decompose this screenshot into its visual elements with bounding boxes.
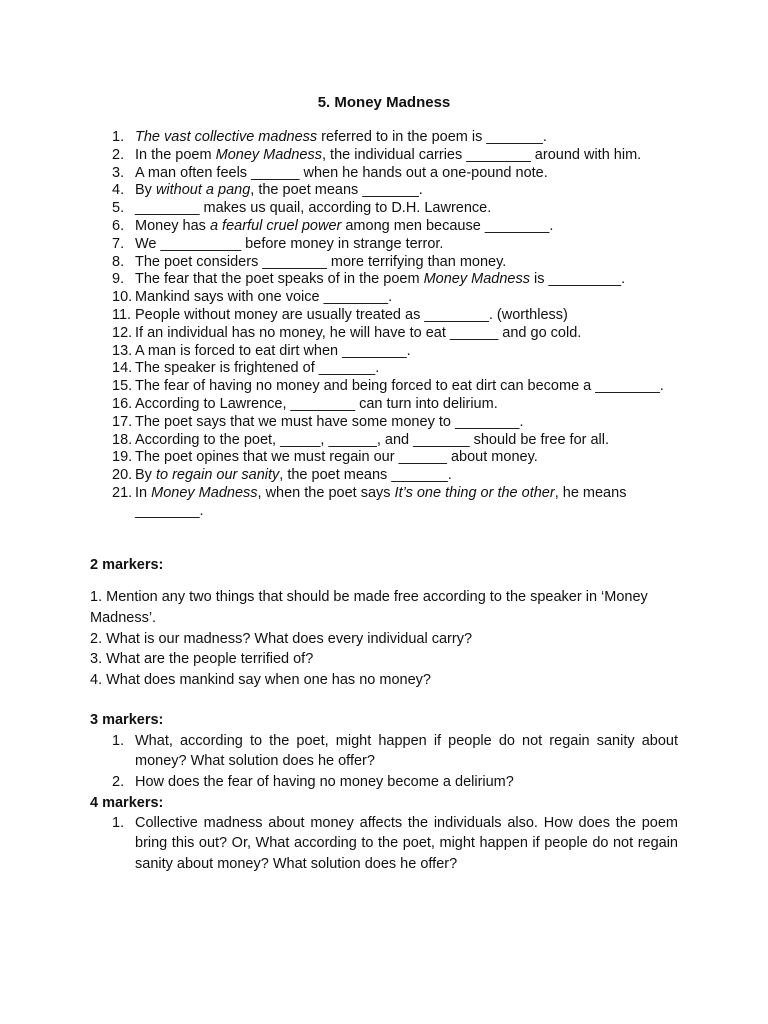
item-text: By bbox=[135, 182, 156, 199]
two-marker-question: 2. What is our madness? What does every individual carry? bbox=[90, 630, 473, 647]
fill-blank-item bbox=[112, 307, 672, 325]
fill-blank-item bbox=[112, 218, 672, 236]
item-number: 14. bbox=[112, 360, 133, 377]
item-number: 3. bbox=[112, 164, 125, 181]
fill-blank-item bbox=[112, 182, 672, 200]
fill-blank-item bbox=[112, 467, 672, 485]
italic-phrase: The vast collective madness bbox=[135, 129, 318, 145]
fill-blank-item bbox=[112, 378, 672, 396]
fill-blank-item bbox=[112, 254, 672, 272]
item-text: Money has bbox=[135, 217, 210, 234]
item-text: A man is forced to eat dirt when ________. bbox=[135, 342, 411, 359]
item-number: 7. bbox=[112, 235, 125, 252]
item-text: The poet opines that we must regain our ______ about money. bbox=[135, 449, 538, 466]
italic-phrase: without a pang bbox=[155, 182, 251, 199]
two-marker-question: 1. Mention any two things that should be made free according to the speaker in ‘Money Madness’. bbox=[90, 589, 648, 626]
item-number: 4. bbox=[112, 182, 125, 199]
item-text: According to Lawrence, ________ can turn into delirium. bbox=[135, 395, 498, 412]
item-text: A man often feels ______ when he hands out a one-pound note. bbox=[135, 164, 548, 181]
two-marker-question: 3. What are the people terrified of? bbox=[90, 651, 314, 668]
question-text: What, according to the poet, might happen if people do not regain sanity about money? What solution does he offer? bbox=[135, 733, 678, 770]
three-markers-list bbox=[112, 731, 678, 792]
item-text: , he means ________. bbox=[135, 484, 627, 519]
italic-phrase: Money Madness bbox=[215, 146, 322, 163]
page-title: 5. Money Madness bbox=[317, 94, 451, 111]
item-text: The poet considers ________ more terrifying than money. bbox=[135, 253, 507, 270]
three-marker-question bbox=[112, 772, 678, 792]
item-text: According to the poet, _____, ______, and _______ should be free for all. bbox=[135, 431, 610, 448]
item-number: 17. bbox=[112, 413, 133, 430]
item-number: 12. bbox=[112, 324, 133, 341]
item-number: 6. bbox=[112, 217, 125, 234]
three-markers-heading: 3 markers: bbox=[90, 712, 164, 728]
fill-blank-item bbox=[112, 289, 672, 307]
item-number: 19. bbox=[112, 449, 133, 466]
two-markers-questions bbox=[90, 587, 680, 691]
item-text: , the individual carries ________ around with him. bbox=[322, 146, 642, 163]
four-markers-list bbox=[112, 813, 678, 874]
fill-blank-item bbox=[112, 396, 672, 414]
item-text: By bbox=[135, 467, 156, 484]
item-text: , the poet means _______. bbox=[250, 182, 423, 199]
fill-blank-item bbox=[112, 414, 672, 432]
item-text: We __________ before money in strange terror. bbox=[135, 235, 444, 252]
item-text: Mankind says with one voice ________. bbox=[135, 289, 393, 306]
item-text: is _________. bbox=[529, 271, 626, 288]
item-text: , the poet means _______. bbox=[279, 467, 452, 484]
italic-phrase: Money Madness bbox=[423, 271, 530, 288]
italic-phrase: It’s one thing or the other bbox=[394, 484, 555, 501]
item-text: The fear of having no money and being forced to eat dirt can become a ________. bbox=[135, 378, 664, 395]
italic-phrase: to regain our sanity bbox=[155, 467, 280, 484]
fill-blank-item bbox=[112, 360, 672, 378]
item-text: The fear that the poet speaks of in the poem bbox=[135, 271, 424, 288]
question-text: Collective madness about money affects the individuals also. How does the poem bring this out? Or, What according to the poet, might happen if people do not regain sanity about money? What solution does he offer? bbox=[135, 815, 678, 872]
fill-blank-item bbox=[112, 200, 672, 218]
item-number: 5. bbox=[112, 200, 125, 217]
four-marker-question bbox=[112, 813, 678, 874]
item-number: 2. bbox=[112, 146, 125, 163]
four-markers-heading: 4 markers: bbox=[90, 795, 164, 811]
item-number: 21. bbox=[112, 484, 133, 501]
item-text: , when the poet says bbox=[257, 484, 395, 501]
fill-blank-item bbox=[112, 236, 672, 254]
fill-blank-item bbox=[112, 485, 672, 521]
item-text: ________ makes us quail, according to D.H. Lawrence. bbox=[135, 200, 492, 217]
fill-blank-item bbox=[112, 271, 672, 289]
italic-phrase: a fearful cruel power bbox=[209, 217, 342, 234]
item-number: 9. bbox=[112, 271, 125, 288]
question-number: 1. bbox=[112, 733, 125, 749]
fill-blank-item bbox=[112, 432, 672, 450]
fill-in-blanks-list bbox=[112, 129, 672, 521]
item-text: among men because ________. bbox=[341, 217, 554, 234]
item-number: 1. bbox=[112, 129, 125, 145]
item-text: People without money are usually treated as ________. (worthless) bbox=[135, 306, 568, 323]
item-number: 15. bbox=[112, 378, 133, 395]
item-number: 16. bbox=[112, 395, 133, 412]
item-number: 13. bbox=[112, 342, 133, 359]
question-text: How does the fear of having no money become a delirium? bbox=[135, 773, 514, 790]
item-text: referred to in the poem is _______. bbox=[317, 129, 547, 145]
two-marker-question: 4. What does mankind say when one has no money? bbox=[90, 672, 431, 689]
fill-blank-item bbox=[112, 147, 672, 165]
fill-blank-item bbox=[112, 129, 672, 147]
two-markers-heading: 2 markers: bbox=[90, 557, 164, 573]
fill-blank-item bbox=[112, 325, 672, 343]
question-number: 2. bbox=[112, 773, 125, 790]
item-text: In bbox=[135, 484, 152, 501]
item-number: 8. bbox=[112, 253, 125, 270]
item-number: 11. bbox=[112, 306, 132, 323]
item-text: The speaker is frightened of _______. bbox=[135, 360, 380, 377]
item-number: 18. bbox=[112, 431, 133, 448]
item-text: The poet says that we must have some money to ________. bbox=[135, 413, 524, 430]
item-number: 10. bbox=[112, 289, 133, 306]
fill-blank-item bbox=[112, 343, 672, 361]
question-number: 1. bbox=[112, 815, 125, 831]
item-number: 20. bbox=[112, 467, 133, 484]
three-marker-question bbox=[112, 731, 678, 772]
fill-blank-item bbox=[112, 449, 672, 467]
fill-blank-item bbox=[112, 165, 672, 183]
item-text: In the poem bbox=[135, 146, 216, 163]
item-text: If an individual has no money, he will have to eat ______ and go cold. bbox=[135, 324, 582, 341]
italic-phrase: Money Madness bbox=[151, 484, 258, 501]
